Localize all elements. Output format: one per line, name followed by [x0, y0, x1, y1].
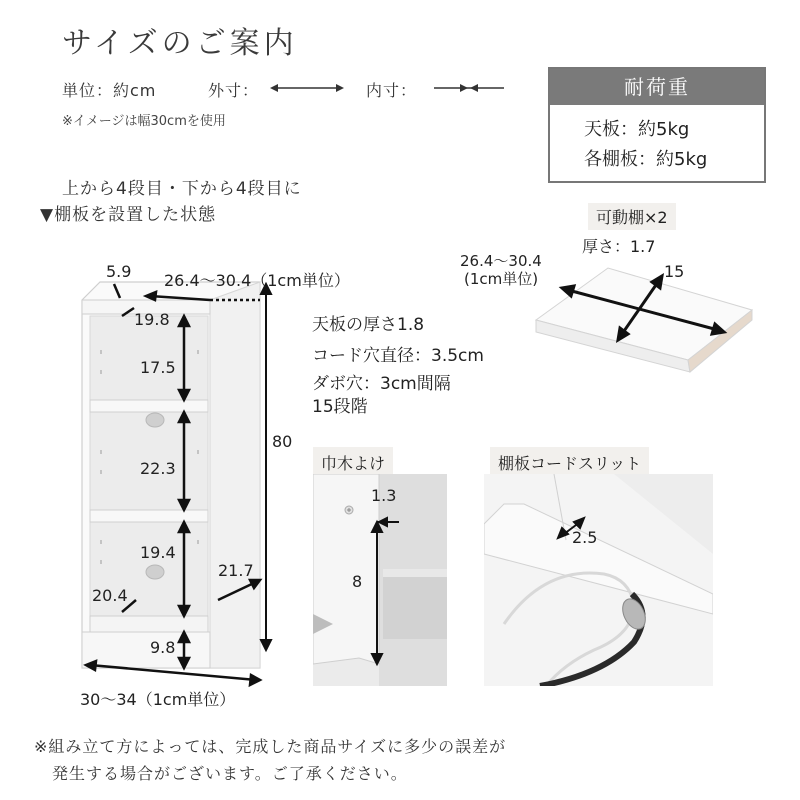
dim-side-depth: 21.7 [218, 561, 254, 580]
dim-inner-height-1: 17.5 [140, 358, 176, 377]
spec-steps: 15段階 [312, 397, 368, 417]
inner-size-label: 内寸： [366, 81, 418, 100]
dim-inner-height-3: 19.4 [140, 543, 176, 562]
cord-slit-dim: 2.5 [572, 528, 598, 547]
dim-outer-width: 30〜34（1cm単位） [80, 690, 236, 709]
dim-inner-height-2: 22.3 [140, 459, 176, 478]
image-note: ※イメージは幅30cmを使用 [62, 114, 226, 129]
spec-top-thickness: 天板の厚さ1.8 [312, 315, 425, 335]
outer-arrow-icon [270, 82, 344, 94]
dim-inner-depth-top: 19.8 [134, 310, 170, 329]
caption-line2: ▼棚板を設置した状態 [40, 205, 217, 225]
load-capacity-header: 耐荷重 [550, 69, 764, 105]
cabinet-diagram [60, 260, 310, 690]
shelf-board-width-unit: (1cm単位) [464, 270, 539, 288]
load-capacity-box [548, 67, 766, 183]
baseboard-photo-label: 巾木よけ [313, 447, 393, 478]
dim-top-depth: 5.9 [106, 262, 132, 281]
shelf-board-title: 可動棚×2 [588, 203, 676, 230]
spec-cord-hole: コード穴直径：3.5cm [312, 346, 484, 366]
shelf-board-diagram [528, 260, 754, 376]
inner-arrow-icon [434, 82, 504, 94]
baseboard-dim-height: 8 [352, 572, 363, 591]
shelf-board-depth: 15 [664, 262, 685, 281]
dim-bottom-depth: 20.4 [92, 586, 128, 605]
top-board-load: 天板：約5kg [584, 119, 690, 140]
spec-dowel-holes: ダボ穴：3cm間隔 [312, 374, 451, 394]
outer-size-label: 外寸： [208, 81, 260, 100]
dim-bottom-height: 9.8 [150, 638, 176, 657]
dim-inner-width-top: 26.4〜30.4（1cm単位） [164, 271, 350, 290]
dim-total-height: 80 [272, 432, 293, 451]
baseboard-dim-width: 1.3 [371, 486, 397, 505]
footnote-line2: 発生する場合がございます。ご了承ください。 [52, 764, 408, 783]
baseboard-photo [313, 474, 447, 686]
shelf-load: 各棚板：約5kg [584, 149, 708, 170]
caption-line1: 上から4段目・下から4段目に [62, 179, 302, 199]
shelf-board-thickness: 厚さ：1.7 [582, 237, 656, 256]
footnote-line1: ※組み立て方によっては、完成した商品サイズに多少の誤差が [34, 737, 507, 756]
shelf-board-width: 26.4〜30.4 [460, 252, 542, 270]
cord-slit-photo [484, 474, 713, 686]
page-title: サイズのご案内 [62, 26, 298, 61]
unit-label: 単位：約cm [62, 81, 157, 100]
cord-slit-photo-label: 棚板コードスリット [490, 447, 649, 478]
